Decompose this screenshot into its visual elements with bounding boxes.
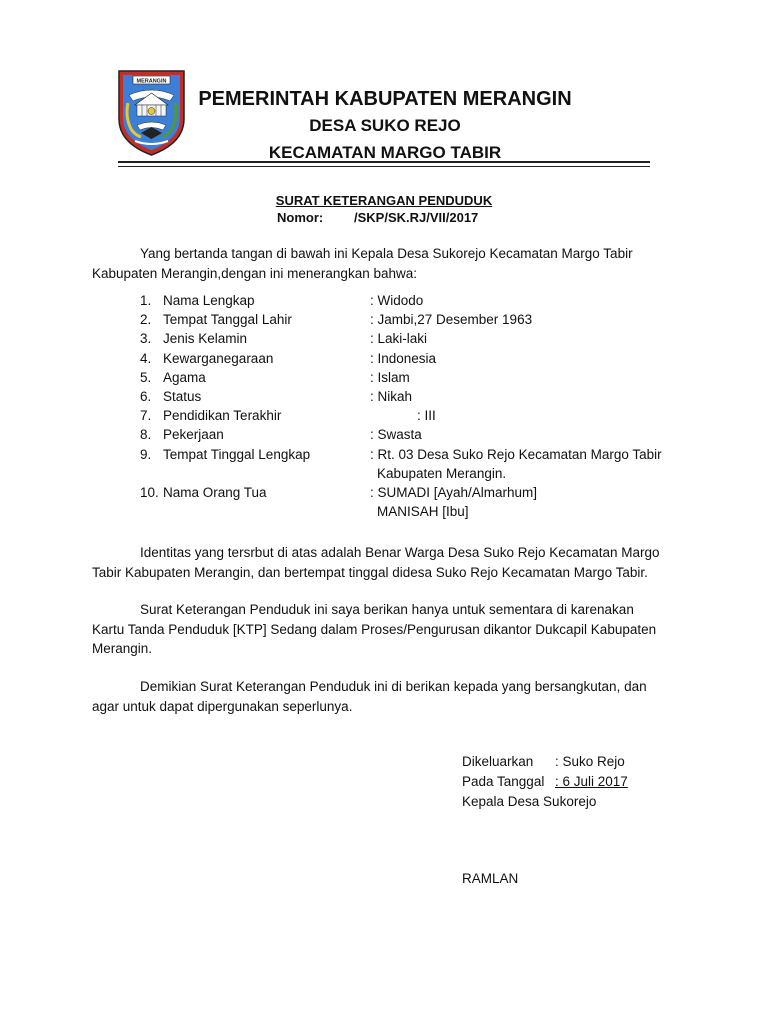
item-label: Tempat Tinggal Lengkap	[163, 446, 311, 462]
item-number: 10.	[140, 484, 159, 500]
paragraph-line: Tabir Kabupaten Merangin, dan bertempat tinggal didesa Suko Rejo Kecamatan Margo Tabir.	[92, 564, 648, 580]
item-number: 1.	[140, 293, 152, 308]
date-value: : 6 Juli 2017	[555, 774, 628, 789]
letter-number-value: /SKP/SK.RJ/VII/2017	[354, 210, 479, 225]
item-number: 3.	[140, 331, 152, 347]
paragraph-line: agar untuk dapat dipergunakan seperlunya.	[92, 698, 353, 714]
item-label: Pendidikan Terakhir	[163, 408, 282, 424]
identity-statement-paragraph	[92, 543, 675, 582]
letter-number-label: Nomor:	[277, 210, 324, 225]
letter-number	[277, 210, 478, 225]
merangin-regency-emblem	[115, 67, 188, 157]
item-value: : Indonesia	[370, 350, 437, 366]
intro-line-2: Kabupaten Merangin,dengan ini menerangkan bahwa:	[92, 265, 417, 281]
item-number: 5.	[140, 369, 152, 385]
signer-position: Kepala Desa Sukorejo	[462, 794, 597, 809]
paragraph-line: Demikian Surat Keterangan Penduduk ini di berikan kepada yang bersangkutan, dan	[140, 679, 647, 694]
item-value: : Rt. 03 Desa Suko Rejo Kecamatan Margo Tabir	[370, 446, 662, 462]
item-number: 9.	[140, 446, 152, 462]
letterhead-rule-thick	[118, 161, 650, 163]
item-value: : Jambi,27 Desember 1963	[370, 312, 533, 328]
paragraph-line: Surat Keterangan Penduduk ini saya berikan hanya untuk sementara di karenakan	[140, 602, 634, 617]
item-label: Pekerjaan	[163, 427, 224, 443]
item-number: 6.	[140, 388, 152, 404]
date-label: Pada Tanggal	[462, 774, 545, 789]
item-value: : Laki-laki	[370, 331, 428, 347]
item-label: Kewarganegaraan	[163, 350, 274, 366]
item-number: 2.	[140, 312, 152, 328]
paragraph-line: Identitas yang tersrbut di atas adalah Benar Warga Desa Suko Rejo Kecamatan Margo	[140, 545, 660, 560]
item-label: Tempat Tanggal Lahir	[163, 312, 292, 328]
emblem-label: MERANGIN	[136, 78, 167, 85]
intro-paragraph	[92, 244, 675, 283]
paragraph-line: Merangin.	[92, 641, 153, 656]
item-value-continued: MANISAH [Ibu]	[377, 504, 469, 520]
item-label: Jenis Kelamin	[163, 331, 248, 347]
district-name: KECAMATAN MARGO TABIR	[268, 143, 502, 162]
closing-paragraph	[92, 677, 675, 716]
signer-name-text: RAMLAN	[462, 871, 519, 886]
item-value-continued: Kabupaten Merangin.	[377, 465, 507, 481]
government-name: PEMERINTAH KABUPATEN MERANGIN	[198, 88, 572, 110]
item-value: : Widodo	[370, 293, 424, 308]
item-label: Status	[163, 388, 202, 404]
item-number: 7.	[140, 408, 152, 424]
item-value: : Islam	[370, 369, 410, 385]
item-value: : SUMADI [Ayah/Almarhum]	[370, 484, 538, 500]
village-name: DESA SUKO REJO	[309, 116, 461, 135]
letterhead-rule-thin	[118, 166, 650, 167]
item-value: : Swasta	[370, 427, 422, 443]
letter-title-text: SURAT KETERANGAN PENDUDUK	[275, 193, 493, 208]
letterhead	[195, 86, 575, 166]
item-number: 4.	[140, 350, 152, 366]
issued-date-row	[462, 774, 628, 794]
item-value: : III	[417, 408, 436, 424]
intro-line-1: Yang bertanda tangan di bawah ini Kepala Desa Sukorejo Kecamatan Margo Tabir	[140, 246, 633, 261]
item-label: Nama Orang Tua	[163, 484, 267, 500]
item-value: : Nikah	[370, 388, 413, 404]
signature-block	[462, 754, 628, 814]
item-label: Nama Lengkap	[163, 293, 255, 308]
letter-title	[0, 193, 768, 208]
ktp-process-paragraph	[92, 600, 675, 659]
issued-value: : Suko Rejo	[555, 754, 625, 769]
item-label: Agama	[163, 369, 206, 385]
issued-place-row	[462, 754, 628, 774]
paragraph-line: Kartu Tanda Penduduk [KTP] Sedang dalam Proses/Pengurusan dikantor Dukcapil Kabupaten	[92, 621, 657, 637]
issued-label: Dikeluarkan	[462, 754, 534, 769]
signer-name	[462, 871, 518, 891]
item-number: 8.	[140, 427, 152, 443]
